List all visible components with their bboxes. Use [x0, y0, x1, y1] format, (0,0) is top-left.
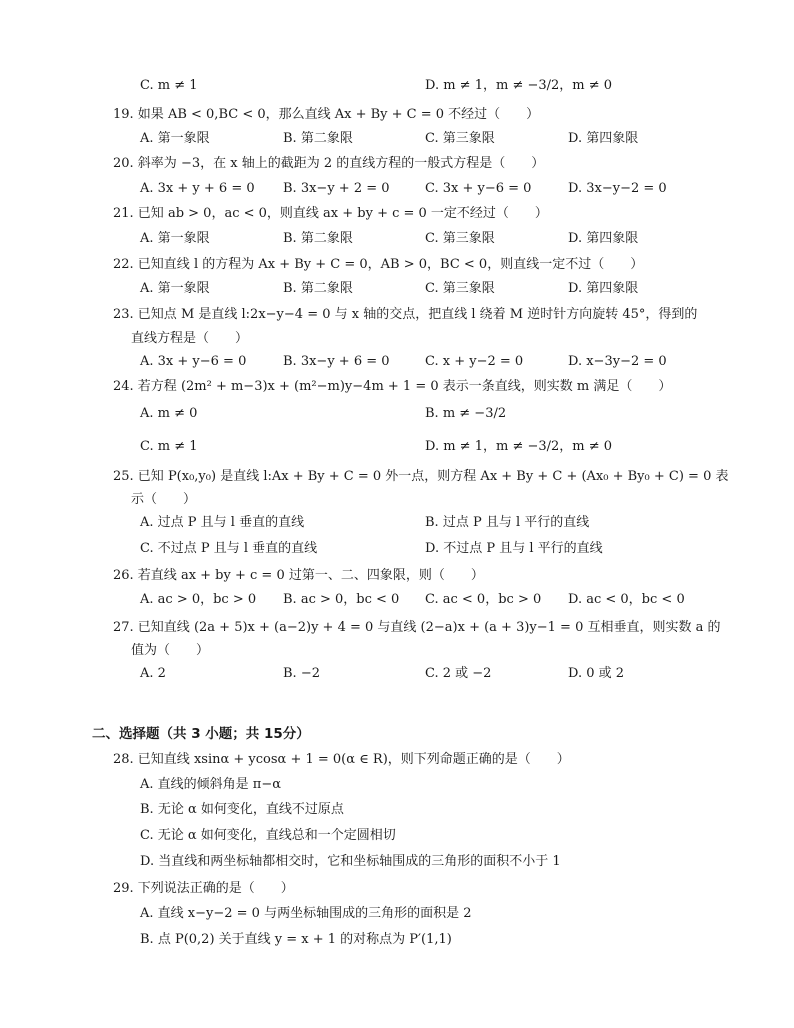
question-stem: 24. 若方程 (2m² + m−3)x + (m²−m)y−4m + 1 = 0 表示一条直线，则实数 m 满足（ ） [113, 379, 672, 394]
option-c[interactable]: C. 3x + y−6 = 0 [425, 181, 532, 196]
option-a[interactable]: A. 3x + y−6 = 0 [140, 354, 247, 369]
question-stem: 22. 已知直线 l 的方程为 Ax + By + C = 0，AB > 0，BC < 0，则直线一定不过（ ） [113, 257, 644, 272]
option-c[interactable]: C. x + y−2 = 0 [425, 354, 524, 369]
option-b[interactable]: B. −2 [283, 666, 320, 681]
question-stem: 20. 斜率为 −3，在 x 轴上的截距为 2 的直线方程的一般式方程是（ ） [113, 156, 545, 171]
option-d[interactable]: D. 3x−y−2 = 0 [568, 181, 667, 196]
question-stem: 25. 已知 P(x₀,y₀) 是直线 l:Ax + By + C = 0 外一点，则方程 Ax + By + C + (Ax₀ + By₀ + C) = 0 表 [113, 469, 729, 484]
option-b[interactable]: B. 第二象限 [283, 281, 353, 296]
option-d[interactable]: D. m ≠ 1，m ≠ −3/2，m ≠ 0 [425, 78, 613, 93]
option-b[interactable]: B. 过点 P 且与 l 平行的直线 [425, 515, 590, 530]
option-d[interactable]: D. 当直线和两坐标轴都相交时，它和坐标轴围成的三角形的面积不小于 1 [140, 854, 561, 869]
option-a[interactable]: A. ac > 0，bc > 0 [140, 592, 257, 607]
option-b[interactable]: B. m ≠ −3/2 [425, 406, 507, 421]
question-stem: 19. 如果 AB < 0,BC < 0，那么直线 Ax + By + C = 0 不经过（ ） [113, 107, 540, 122]
option-c[interactable]: C. m ≠ 1 [140, 78, 198, 93]
option-c[interactable]: C. 第三象限 [425, 131, 495, 146]
question-stem-continued: 直线方程是（ ） [131, 331, 249, 346]
question-stem: 23. 已知点 M 是直线 l:2x−y−4 = 0 与 x 轴的交点，把直线 l 绕着 M 逆时针方向旋转 45°，得到的 [113, 307, 698, 322]
question-stem: 21. 已知 ab > 0，ac < 0，则直线 ax + by + c = 0 一定不经过（ ） [113, 206, 548, 221]
option-d[interactable]: D. 不过点 P 且与 l 平行的直线 [425, 541, 603, 556]
option-d[interactable]: D. 第四象限 [568, 131, 639, 146]
option-d[interactable]: D. m ≠ 1，m ≠ −3/2，m ≠ 0 [425, 439, 613, 454]
option-c[interactable]: C. 无论 α 如何变化，直线总和一个定圆相切 [140, 828, 396, 843]
option-d[interactable]: D. ac < 0，bc < 0 [568, 592, 685, 607]
option-a[interactable]: A. 直线的倾斜角是 π−α [140, 777, 282, 792]
option-c[interactable]: C. m ≠ 1 [140, 439, 198, 454]
option-a[interactable]: A. m ≠ 0 [140, 406, 198, 421]
option-b[interactable]: B. 无论 α 如何变化，直线不过原点 [140, 802, 344, 817]
question-stem-continued: 示（ ） [131, 492, 197, 507]
option-d[interactable]: D. 0 或 2 [568, 666, 625, 681]
option-c[interactable]: C. 第三象限 [425, 281, 495, 296]
option-a[interactable]: A. 2 [140, 666, 166, 681]
question-stem: 29. 下列说法正确的是（ ） [113, 881, 294, 896]
option-d[interactable]: D. 第四象限 [568, 281, 639, 296]
option-c[interactable]: C. 第三象限 [425, 231, 495, 246]
option-b[interactable]: B. 3x−y + 6 = 0 [283, 354, 390, 369]
option-c[interactable]: C. 2 或 −2 [425, 666, 492, 681]
question-stem: 27. 已知直线 (2a + 5)x + (a−2)y + 4 = 0 与直线 (2−a)x + (a + 3)y−1 = 0 互相垂直，则实数 a 的 [113, 620, 721, 635]
question-stem-continued: 值为（ ） [131, 643, 210, 658]
option-c[interactable]: C. ac < 0，bc > 0 [425, 592, 542, 607]
option-a[interactable]: A. 直线 x−y−2 = 0 与两坐标轴围成的三角形的面积是 2 [140, 906, 472, 921]
option-a[interactable]: A. 第一象限 [140, 231, 210, 246]
option-d[interactable]: D. x−3y−2 = 0 [568, 354, 667, 369]
section-title: 二、选择题（共 3 小题；共 15分） [92, 726, 310, 742]
option-b[interactable]: B. 第二象限 [283, 231, 353, 246]
option-b[interactable]: B. 第二象限 [283, 131, 353, 146]
option-b[interactable]: B. ac > 0，bc < 0 [283, 592, 400, 607]
option-a[interactable]: A. 3x + y + 6 = 0 [140, 181, 255, 196]
option-c[interactable]: C. 不过点 P 且与 l 垂直的直线 [140, 541, 318, 556]
option-b[interactable]: B. 点 P(0,2) 关于直线 y = x + 1 的对称点为 P′(1,1) [140, 932, 452, 947]
option-a[interactable]: A. 第一象限 [140, 281, 210, 296]
question-stem: 26. 若直线 ax + by + c = 0 过第一、二、四象限，则（ ） [113, 568, 484, 583]
option-a[interactable]: A. 第一象限 [140, 131, 210, 146]
option-a[interactable]: A. 过点 P 且与 l 垂直的直线 [140, 515, 305, 530]
question-stem: 28. 已知直线 xsinα + ycosα + 1 = 0(α ∈ R)，则下列命题正确的是（ ） [113, 752, 570, 767]
option-b[interactable]: B. 3x−y + 2 = 0 [283, 181, 390, 196]
option-d[interactable]: D. 第四象限 [568, 231, 639, 246]
